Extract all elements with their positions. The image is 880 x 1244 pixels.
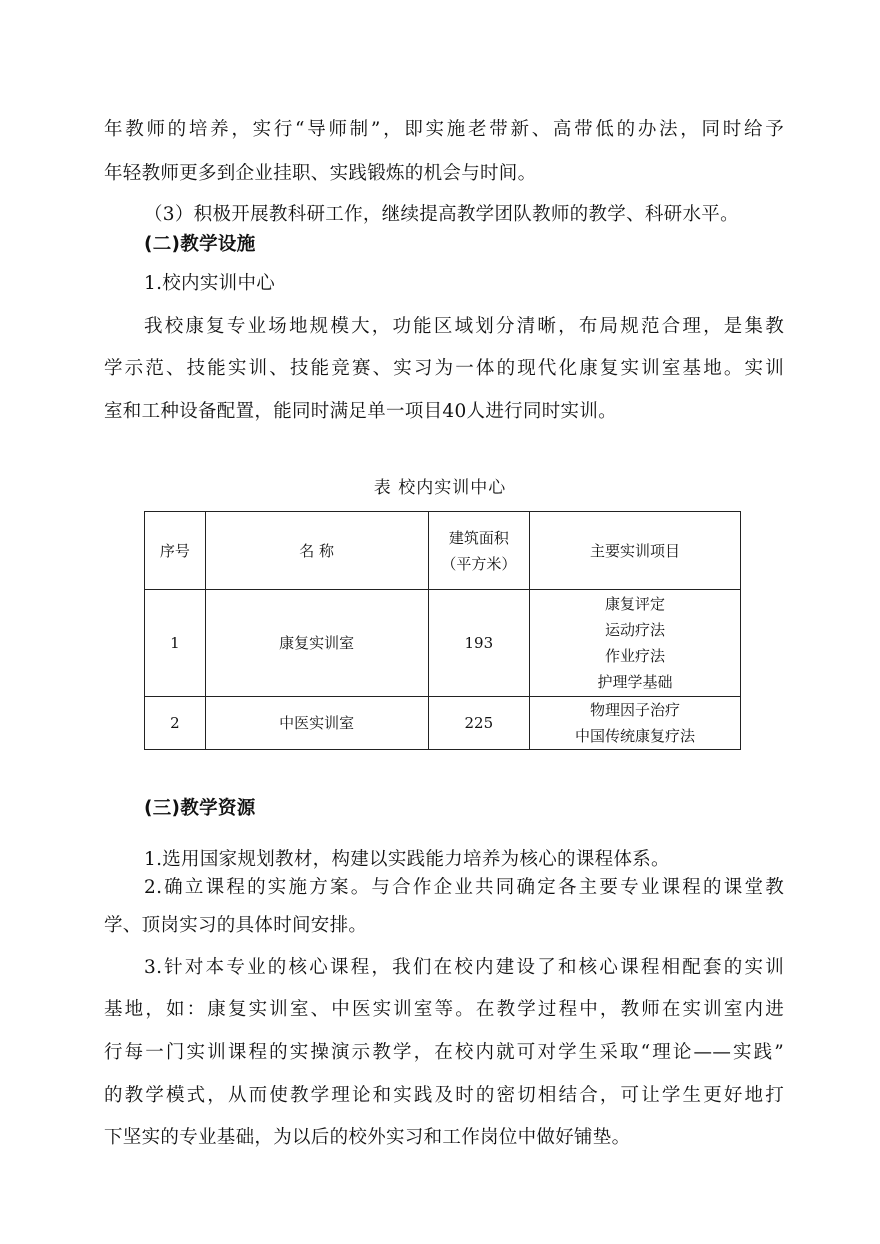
list-item: 2.确立课程的实施方案。与合作企业共同确定各主要专业课程的课堂教 [144, 877, 784, 898]
paragraph-line: 学、顶岗实习的具体时间安排。 [104, 915, 368, 936]
cell-projects [530, 697, 741, 750]
section-heading: (三)教学资源 [144, 798, 256, 819]
table-header-row [145, 512, 741, 590]
paragraph-line: 年教师的培养，实行“导师制”，即实施老带新、高带低的办法，同时给予 [104, 119, 784, 140]
project-item: 中国传统康复疗法 [575, 727, 696, 745]
cell-no: 2 [145, 697, 206, 750]
paragraph-line: （3）积极开展教科研工作，继续提高教学团队教师的教学、科研水平。 [144, 204, 739, 225]
paragraph-line: 年轻教师更多到企业挂职、实践锻炼的机会与时间。 [104, 163, 537, 184]
facilities-table [144, 511, 741, 750]
header-name: 名 称 [205, 512, 428, 590]
cell-projects [530, 590, 741, 697]
list-item: 3.针对本专业的核心课程，我们在校内建设了和核心课程相配套的实训 [144, 957, 784, 978]
cell-name: 康复实训室 [205, 590, 428, 697]
project-item: 物理因子治疗 [590, 701, 681, 719]
paragraph-line: 室和工种设备配置，能同时满足单一项目40人进行同时实训。 [104, 401, 617, 422]
header-projects: 主要实训项目 [530, 512, 741, 590]
list-item: 1.选用国家规划教材，构建以实践能力培养为核心的课程体系。 [144, 849, 670, 870]
project-item: 护理学基础 [597, 673, 673, 691]
header-area [428, 512, 530, 590]
paragraph-line: 下坚实的专业基础，为以后的校外实习和工作岗位中做好铺垫。 [104, 1127, 631, 1148]
paragraph-line: 学示范、技能实训、技能竞赛、实习为一体的现代化康复实训室基地。实训 [104, 358, 784, 379]
section-heading: (二)教学设施 [144, 234, 256, 255]
paragraph-line: 基地，如：康复实训室、中医实训室等。在教学过程中，教师在实训室内进 [104, 999, 784, 1020]
header-area-line1: 建筑面积 [448, 528, 509, 547]
header-no: 序号 [145, 512, 206, 590]
project-item: 康复评定 [605, 595, 666, 613]
paragraph-line: 行每一门实训课程的实操演示教学，在校内就可对学生采取“理论——实践” [104, 1042, 784, 1063]
table-row [145, 697, 741, 750]
cell-area: 225 [428, 697, 530, 750]
table-caption: 表 校内实训中心 [373, 478, 507, 498]
header-area-line2: （平方米） [441, 554, 517, 573]
project-item: 作业疗法 [605, 647, 666, 665]
paragraph-line: 我校康复专业场地规模大，功能区域划分清晰，布局规范合理，是集教 [144, 316, 784, 337]
cell-no: 1 [145, 590, 206, 697]
paragraph-line: 的教学模式，从而使教学理论和实践及时的密切相结合，可让学生更好地打 [104, 1085, 784, 1106]
table-row [145, 590, 741, 697]
project-item: 运动疗法 [605, 621, 666, 639]
subheading: 1.校内实训中心 [144, 273, 276, 294]
cell-area: 193 [428, 590, 530, 697]
cell-name: 中医实训室 [205, 697, 428, 750]
